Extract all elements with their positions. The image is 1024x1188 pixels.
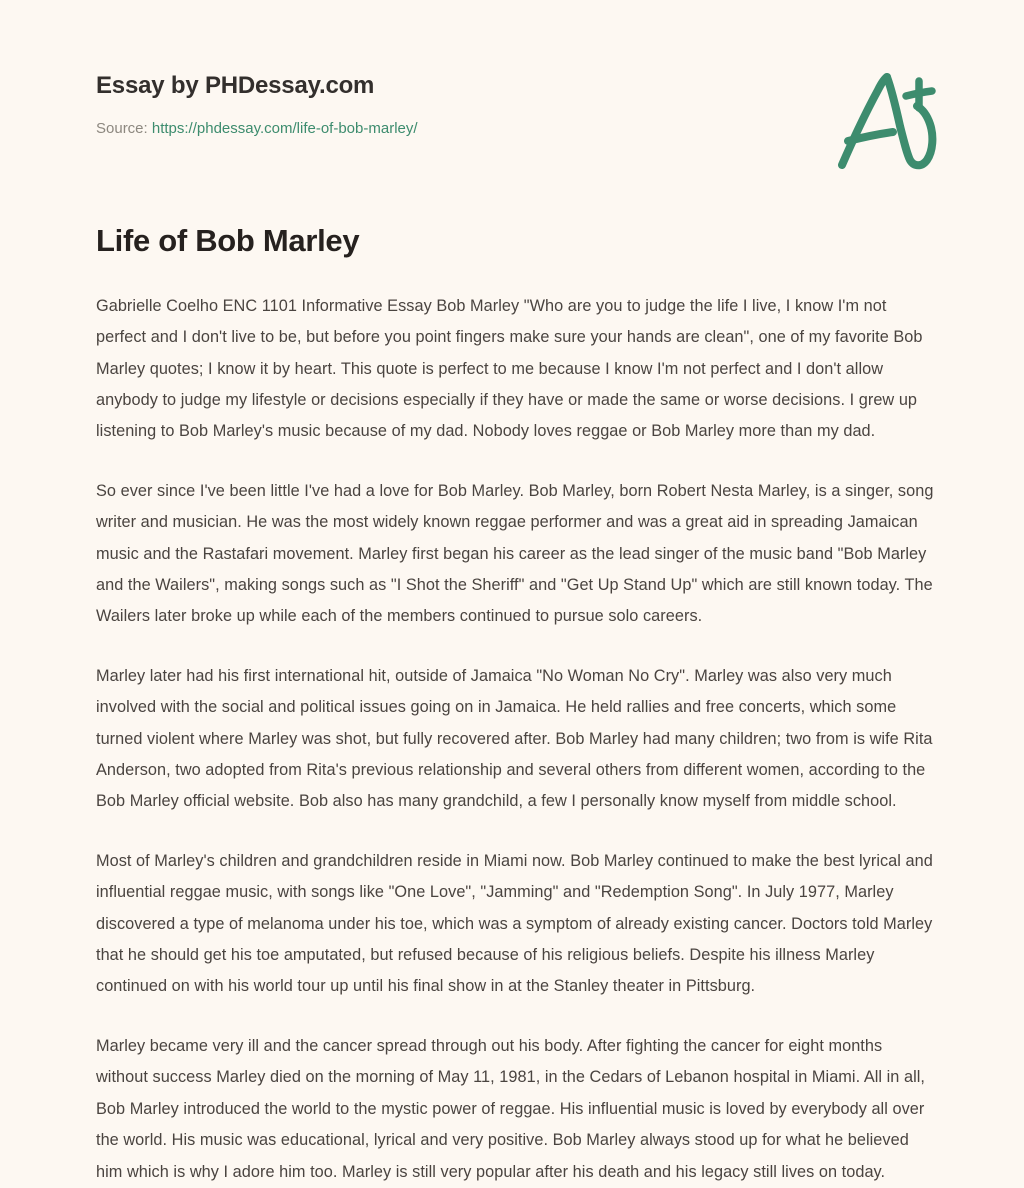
page-title: Life of Bob Marley bbox=[96, 223, 360, 258]
brand-block bbox=[96, 72, 736, 138]
paragraph: So ever since I've been little I've had a love for Bob Marley. Bob Marley, born Robert Nesta Marley, is a singer, song writer and musician. He was the most widely known reggae performer and was a great aid in spreading Jamaican music and the Rastafari movement. Marley first began his career as the lead singer of the music band "Bob Marley and the Wailers", making songs such as "I Shot the Sheriff" and "Get Up Stand Up" which are still known today. The Wailers later broke up while each of the members continued to pursue solo careers. bbox=[96, 481, 934, 626]
source-line bbox=[96, 119, 736, 139]
paragraph: Most of Marley's children and grandchildren reside in Miami now. Bob Marley continued to make the best lyrical and influential reggae music, with songs like "One Love", "Jamming" and "Redemption Song". In July 1977, Marley discovered a type of melanoma under his toe, which was a symptom of already existing cancer. Doctors told Marley that he should get his toe amputated, but refused because of his religious beliefs. Despite his illness Marley continued on with his world tour up until his final show in at the Stanley theater in Pittsburg. bbox=[96, 851, 933, 996]
page-header bbox=[0, 0, 1024, 200]
paragraph: Gabrielle Coelho ENC 1101 Informative Essay Bob Marley "Who are you to judge the life I live, I know I'm not perfect and I don't live to be, but before you point fingers make sure your hands are clean", one of my favorite Bob Marley quotes; I know it by heart. This quote is perfect to me because I know I'm not perfect and I don't allow anybody to judge my lifestyle or decisions especially if they have or made the same or worse decisions. I grew up listening to Bob Marley's music because of my dad. Nobody loves reggae or Bob Marley more than my dad. bbox=[96, 296, 923, 441]
a-plus-logo bbox=[830, 68, 950, 172]
article-body bbox=[96, 291, 936, 1188]
a-plus-logo-icon bbox=[830, 68, 950, 172]
source-label: Source: bbox=[96, 119, 148, 137]
paragraph: Marley became very ill and the cancer spread through out his body. After fighting the cancer for eight months without success Marley died on the morning of May 11, 1981, in the Cedars of Lebanon hospital in Miami. All in all, Bob Marley introduced the world to the mystic power of reggae. His influential music is loved by everybody all over the world. His music was educational, lyrical and very positive. Bob Marley always stood up for what he believed him which is why I adore him too. Marley is still very popular after his death and his legacy still lives on today. bbox=[96, 1036, 925, 1181]
source-url-link[interactable]: https://phdessay.com/life-of-bob-marley/ bbox=[151, 119, 418, 137]
brand-title: Essay by PHDessay.com bbox=[96, 72, 375, 99]
article bbox=[96, 222, 936, 1188]
paragraph: Marley later had his first international hit, outside of Jamaica "No Woman No Cry". Marley was also very much involved with the social and political issues going on in Jamaica. He held rallies and free concerts, which some turned violent where Marley was shot, but fully recovered after. Bob Marley had many children; two from is wife Rita Anderson, two adopted from Rita's previous relationship and several others from different women, according to the Bob Marley official website. Bob also has many grandchild, a few I personally know myself from middle school. bbox=[96, 666, 933, 811]
